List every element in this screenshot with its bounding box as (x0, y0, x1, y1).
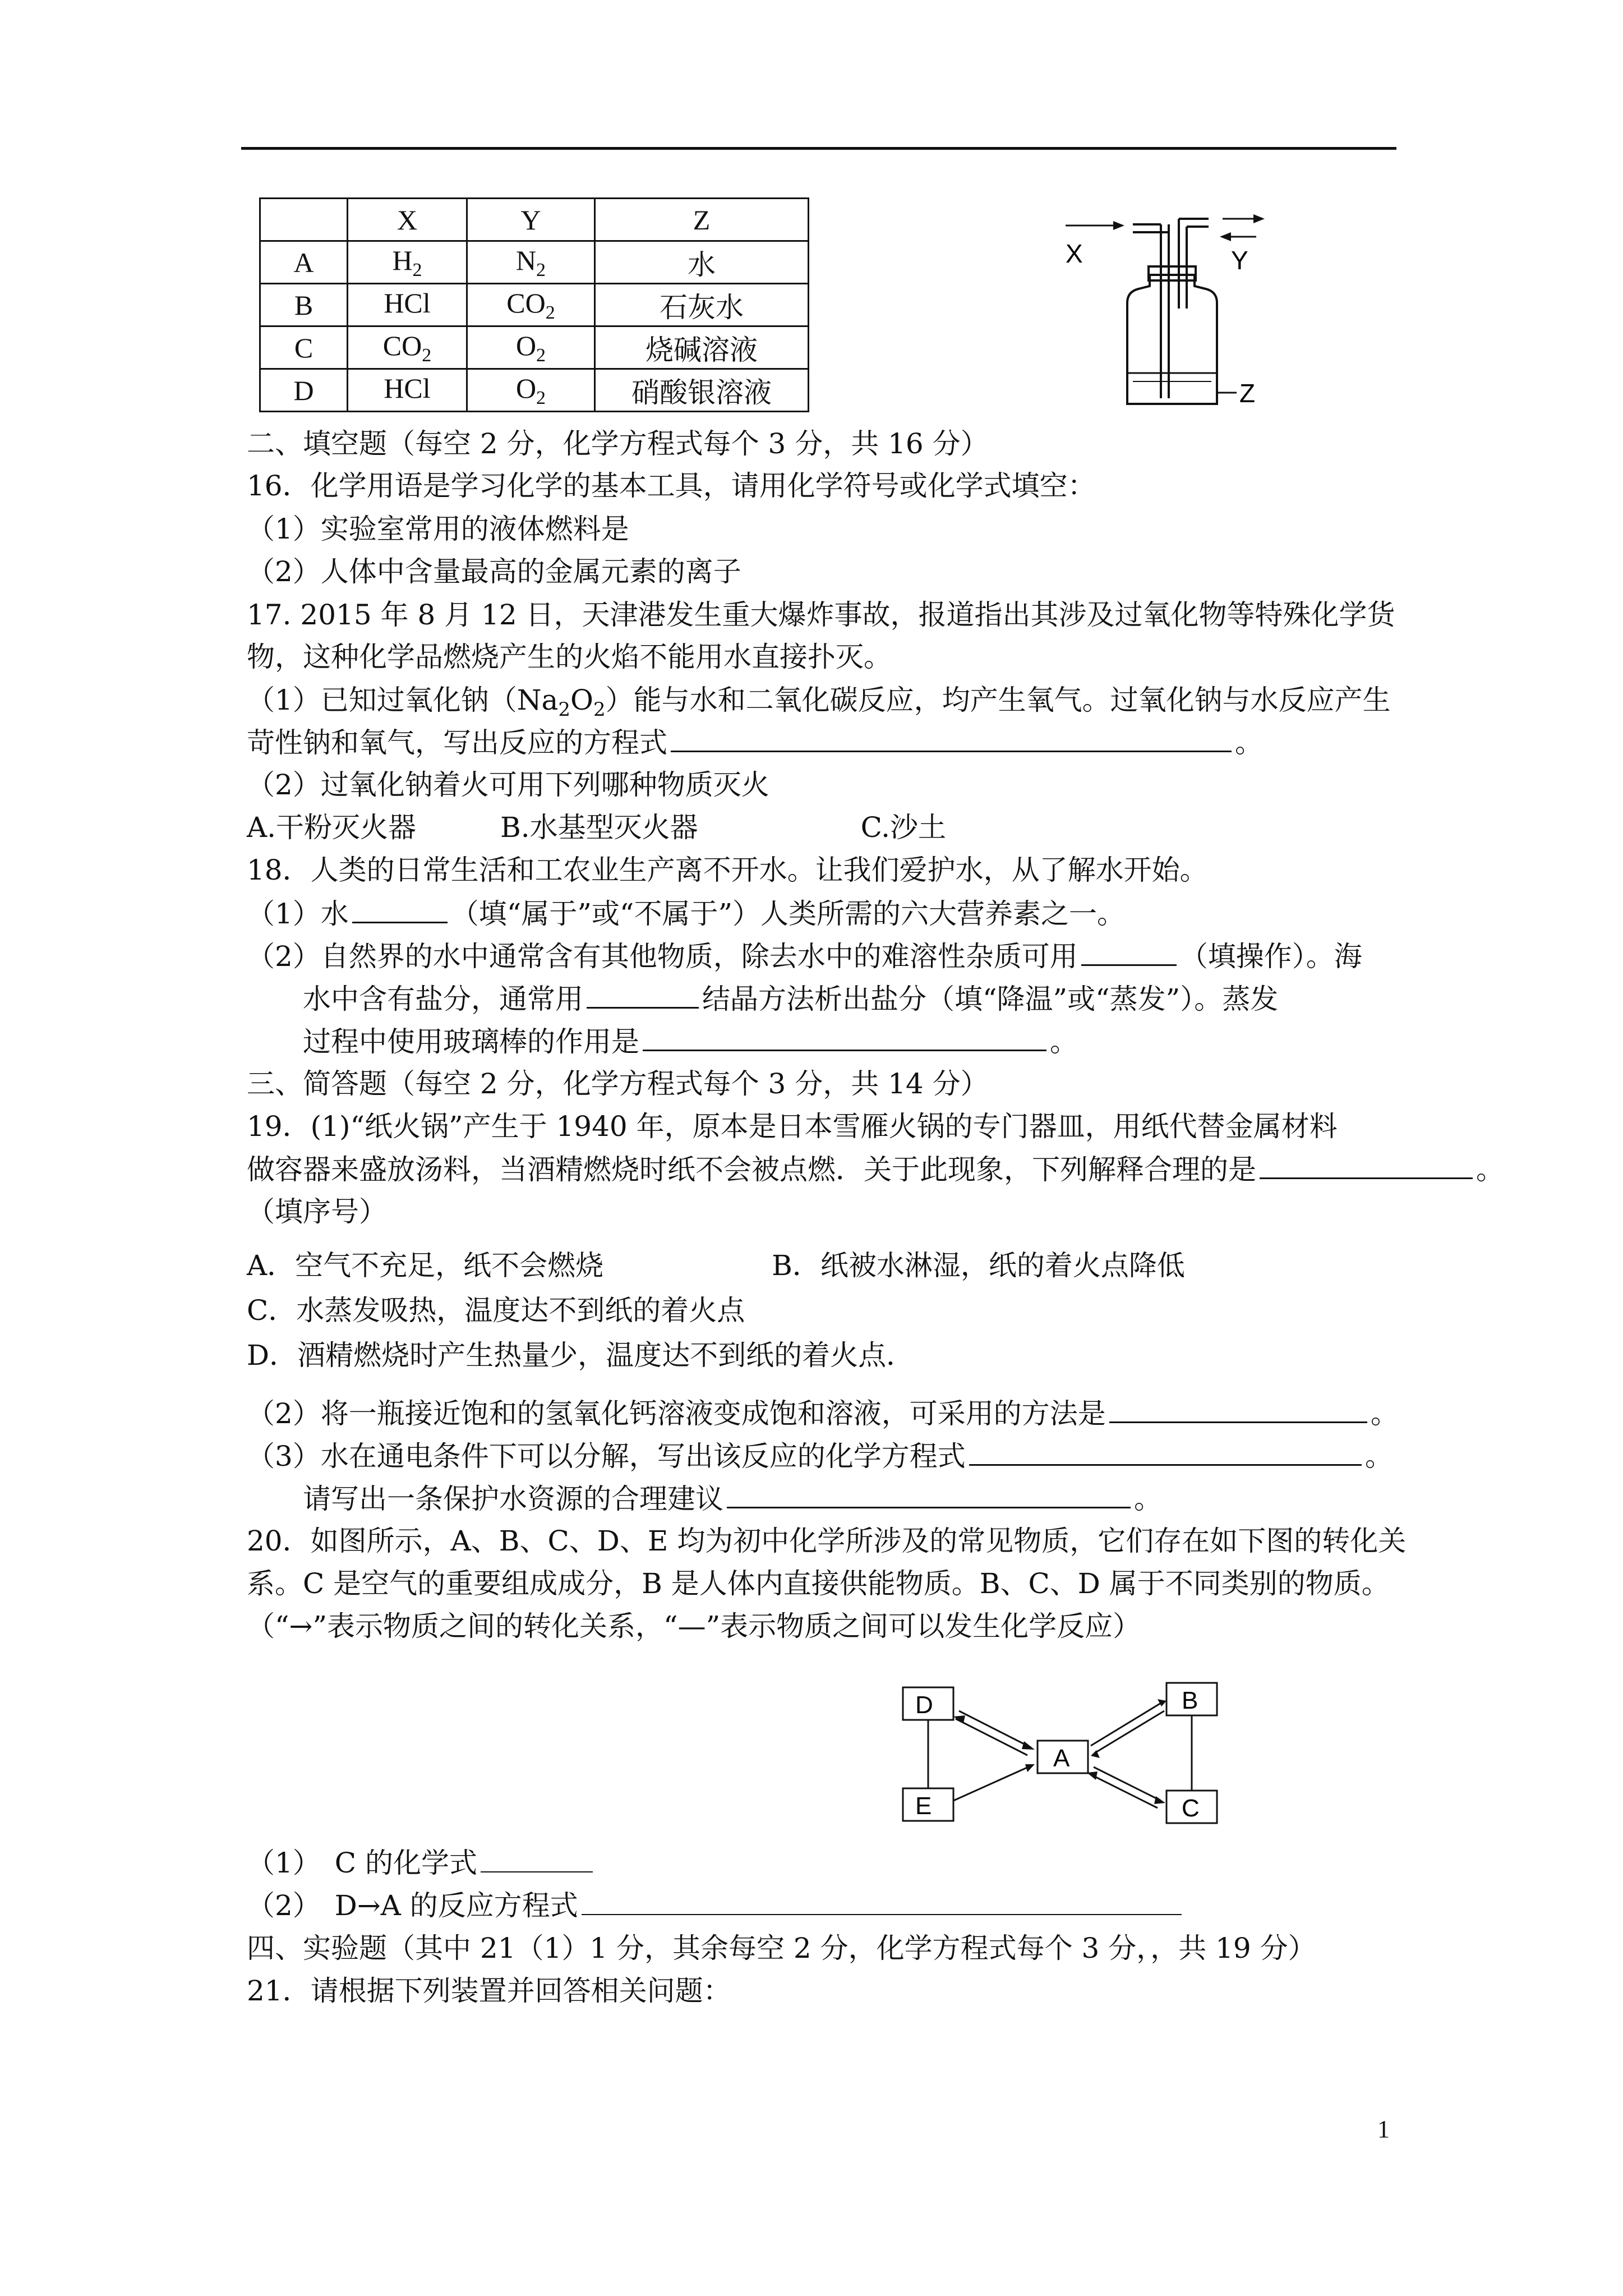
label-x: X (1066, 239, 1083, 268)
table-header-cell: X (348, 199, 467, 241)
node-d-label: D (915, 1691, 933, 1719)
cell-z: 烧碱溶液 (595, 326, 809, 369)
option-b: B．纸被水淋湿，纸的着火点降低 (772, 1249, 1185, 1282)
cell-x: HCl (348, 369, 467, 412)
answer-blank[interactable] (481, 1846, 593, 1872)
q16-1: （1）实验室常用的液体燃料是 (247, 513, 629, 545)
node-a-label: A (1053, 1745, 1070, 1772)
answer-blank[interactable] (671, 725, 1232, 752)
header-rule (241, 147, 1396, 150)
node-b-label: B (1182, 1687, 1198, 1714)
q17-options (247, 810, 946, 845)
table-row (260, 284, 809, 326)
q19-options-ab (247, 1248, 1185, 1283)
node-e-label: E (915, 1792, 932, 1820)
q18-3: 水中含有盐分，通常用 结晶方法析出盐分（填“降温”或“蒸发”）。蒸发 (303, 981, 1278, 1016)
cell-y: $O_2$ (467, 369, 595, 412)
answer-blank[interactable] (1109, 1396, 1367, 1423)
cell-x: $CO_2$ (348, 326, 467, 369)
table-header-row (260, 199, 809, 241)
q16-2: （2）人体中含量最高的金属元素的离子 (247, 555, 741, 588)
option-d: D．酒精燃烧时产生热量少，温度达不到纸的着火点． (247, 1339, 915, 1372)
table-header-cell: Z (595, 199, 809, 241)
q18-4: 过程中使用玻璃棒的作用是 。 (303, 1024, 1078, 1059)
table-row (260, 241, 809, 284)
q21-text: 21．请根据下列装置并回答相关问题： (247, 1975, 731, 2007)
answer-blank[interactable] (727, 1481, 1131, 1508)
node-c-label: C (1182, 1795, 1200, 1822)
option-a: A.干粉灭火器 (247, 811, 417, 844)
options-table (259, 197, 809, 412)
q19-2: （2）将一瓶接近饱和的氢氧化钙溶液变成饱和溶液，可采用的方法是 。 (247, 1396, 1399, 1431)
gas-bottle-diagram (1054, 213, 1295, 415)
q19-3: （3）水在通电条件下可以分解，写出该反应的化学方程式 。 (247, 1438, 1393, 1474)
cell-z: 水 (595, 241, 809, 284)
table-row (260, 369, 809, 412)
q17-1-line-b: 苛性钠和氧气，写出反应的方程式 。 (247, 725, 1263, 760)
table-row (260, 326, 809, 369)
q19-line-a: 19．(1)“纸火锅”产生于 1940 年，原本是日本雪雁火锅的专门器皿，用纸代替金属材料 (247, 1110, 1338, 1143)
answer-blank[interactable] (352, 896, 448, 923)
label-y: Y (1231, 246, 1248, 275)
row-label: D (260, 369, 348, 412)
cell-z: 硝酸银溶液 (595, 369, 809, 412)
label-z: Z (1239, 379, 1256, 408)
q18-1: （1）水 （填“属于”或“不属于”）人类所需的六大营养素之一。 (247, 896, 1125, 931)
q19-line-c: （填序号） (247, 1195, 387, 1228)
q16-text: 16．化学用语是学习化学的基本工具，请用化学符号或化学式填空： (247, 470, 1096, 502)
option-c: C.沙土 (860, 811, 947, 844)
answer-blank[interactable] (587, 981, 699, 1009)
cell-x: $H_2$ (348, 241, 467, 284)
cell-y: $O_2$ (467, 326, 595, 369)
cell-z: 石灰水 (595, 284, 809, 326)
q17-2: （2）过氧化钠着火可用下列哪种物质灭火 (247, 769, 769, 801)
cell-y: $N_2$ (467, 241, 595, 284)
q20-1: （1） C 的化学式 (247, 1846, 596, 1880)
q19-4: 请写出一条保护水资源的合理建议 。 (303, 1481, 1162, 1516)
table-header-cell (260, 199, 348, 241)
q20-line-a: 20．如图所示，A、B、C、D、E 均为初中化学所涉及的常见物质，它们存在如下图的转化关 (247, 1525, 1407, 1557)
section4-title: 四、实验题（其中 21（1）1 分，其余每空 2 分，化学方程式每个 3 分，，共 19 分） (247, 1932, 1316, 1964)
option-b: B.水基型灭火器 (500, 811, 698, 844)
answer-blank[interactable] (1260, 1152, 1473, 1179)
q17-1-line-a: （1）已知过氧化钠$(Na_2O_2)$能与水和二氧化碳反应，均产生氧气。过氧化钠与水反应产生 (247, 684, 1391, 721)
option-a: A．空气不充足，纸不会燃烧 (247, 1249, 604, 1282)
q20-line-c: （“→”表示物质之间的转化关系，“—”表示物质之间可以发生化学反应） (247, 1610, 1141, 1642)
q17-line-a: 17. 2015 年 8 月 12 日，天津港发生重大爆炸事故，报道指出其涉及过氧化物等特殊化学货 (247, 599, 1395, 631)
cell-x: HCl (348, 284, 467, 326)
q20-2: （2） D→A 的反应方程式 (247, 1888, 1185, 1923)
q17-line-b: 物，这种化学品燃烧产生的火焰不能用水直接扑灭。 (247, 641, 892, 673)
section3-title: 三、简答题（每空 2 分，化学方程式每个 3 分，共 14 分） (247, 1068, 989, 1100)
section2-title: 二、填空题（每空 2 分，化学方程式每个 3 分，共 16 分） (247, 427, 989, 460)
row-label: A (260, 241, 348, 284)
answer-blank[interactable] (582, 1888, 1182, 1915)
answer-blank[interactable] (643, 1024, 1046, 1051)
transformation-diagram (897, 1677, 1245, 1834)
q20-line-b: 系。C 是空气的重要组成成分，B 是人体内直接供能物质。B、C、D 属于不同类别的物质。 (247, 1567, 1390, 1600)
q19-line-b: 做容器来盛放汤料，当酒精燃烧时纸不会被点燃．关于此现象，下列解释合理的是 。 (247, 1152, 1504, 1187)
q18-text: 18．人类的日常生活和工农业生产离不开水。让我们爱护水，从了解水开始。 (247, 854, 1208, 886)
table-header-cell: Y (467, 199, 595, 241)
answer-blank[interactable] (1081, 938, 1177, 966)
q18-2: （2）自然界的水中通常含有其他物质，除去水中的难溶性杂质可用 （填操作）。海 (247, 938, 1362, 974)
row-label: C (260, 326, 348, 369)
answer-blank[interactable] (969, 1438, 1362, 1466)
option-c: C．水蒸发吸热，温度达不到纸的着火点 (247, 1294, 745, 1327)
cell-y: $CO_2$ (467, 284, 595, 326)
page-number: 1 (1377, 2115, 1390, 2143)
row-label: B (260, 284, 348, 326)
